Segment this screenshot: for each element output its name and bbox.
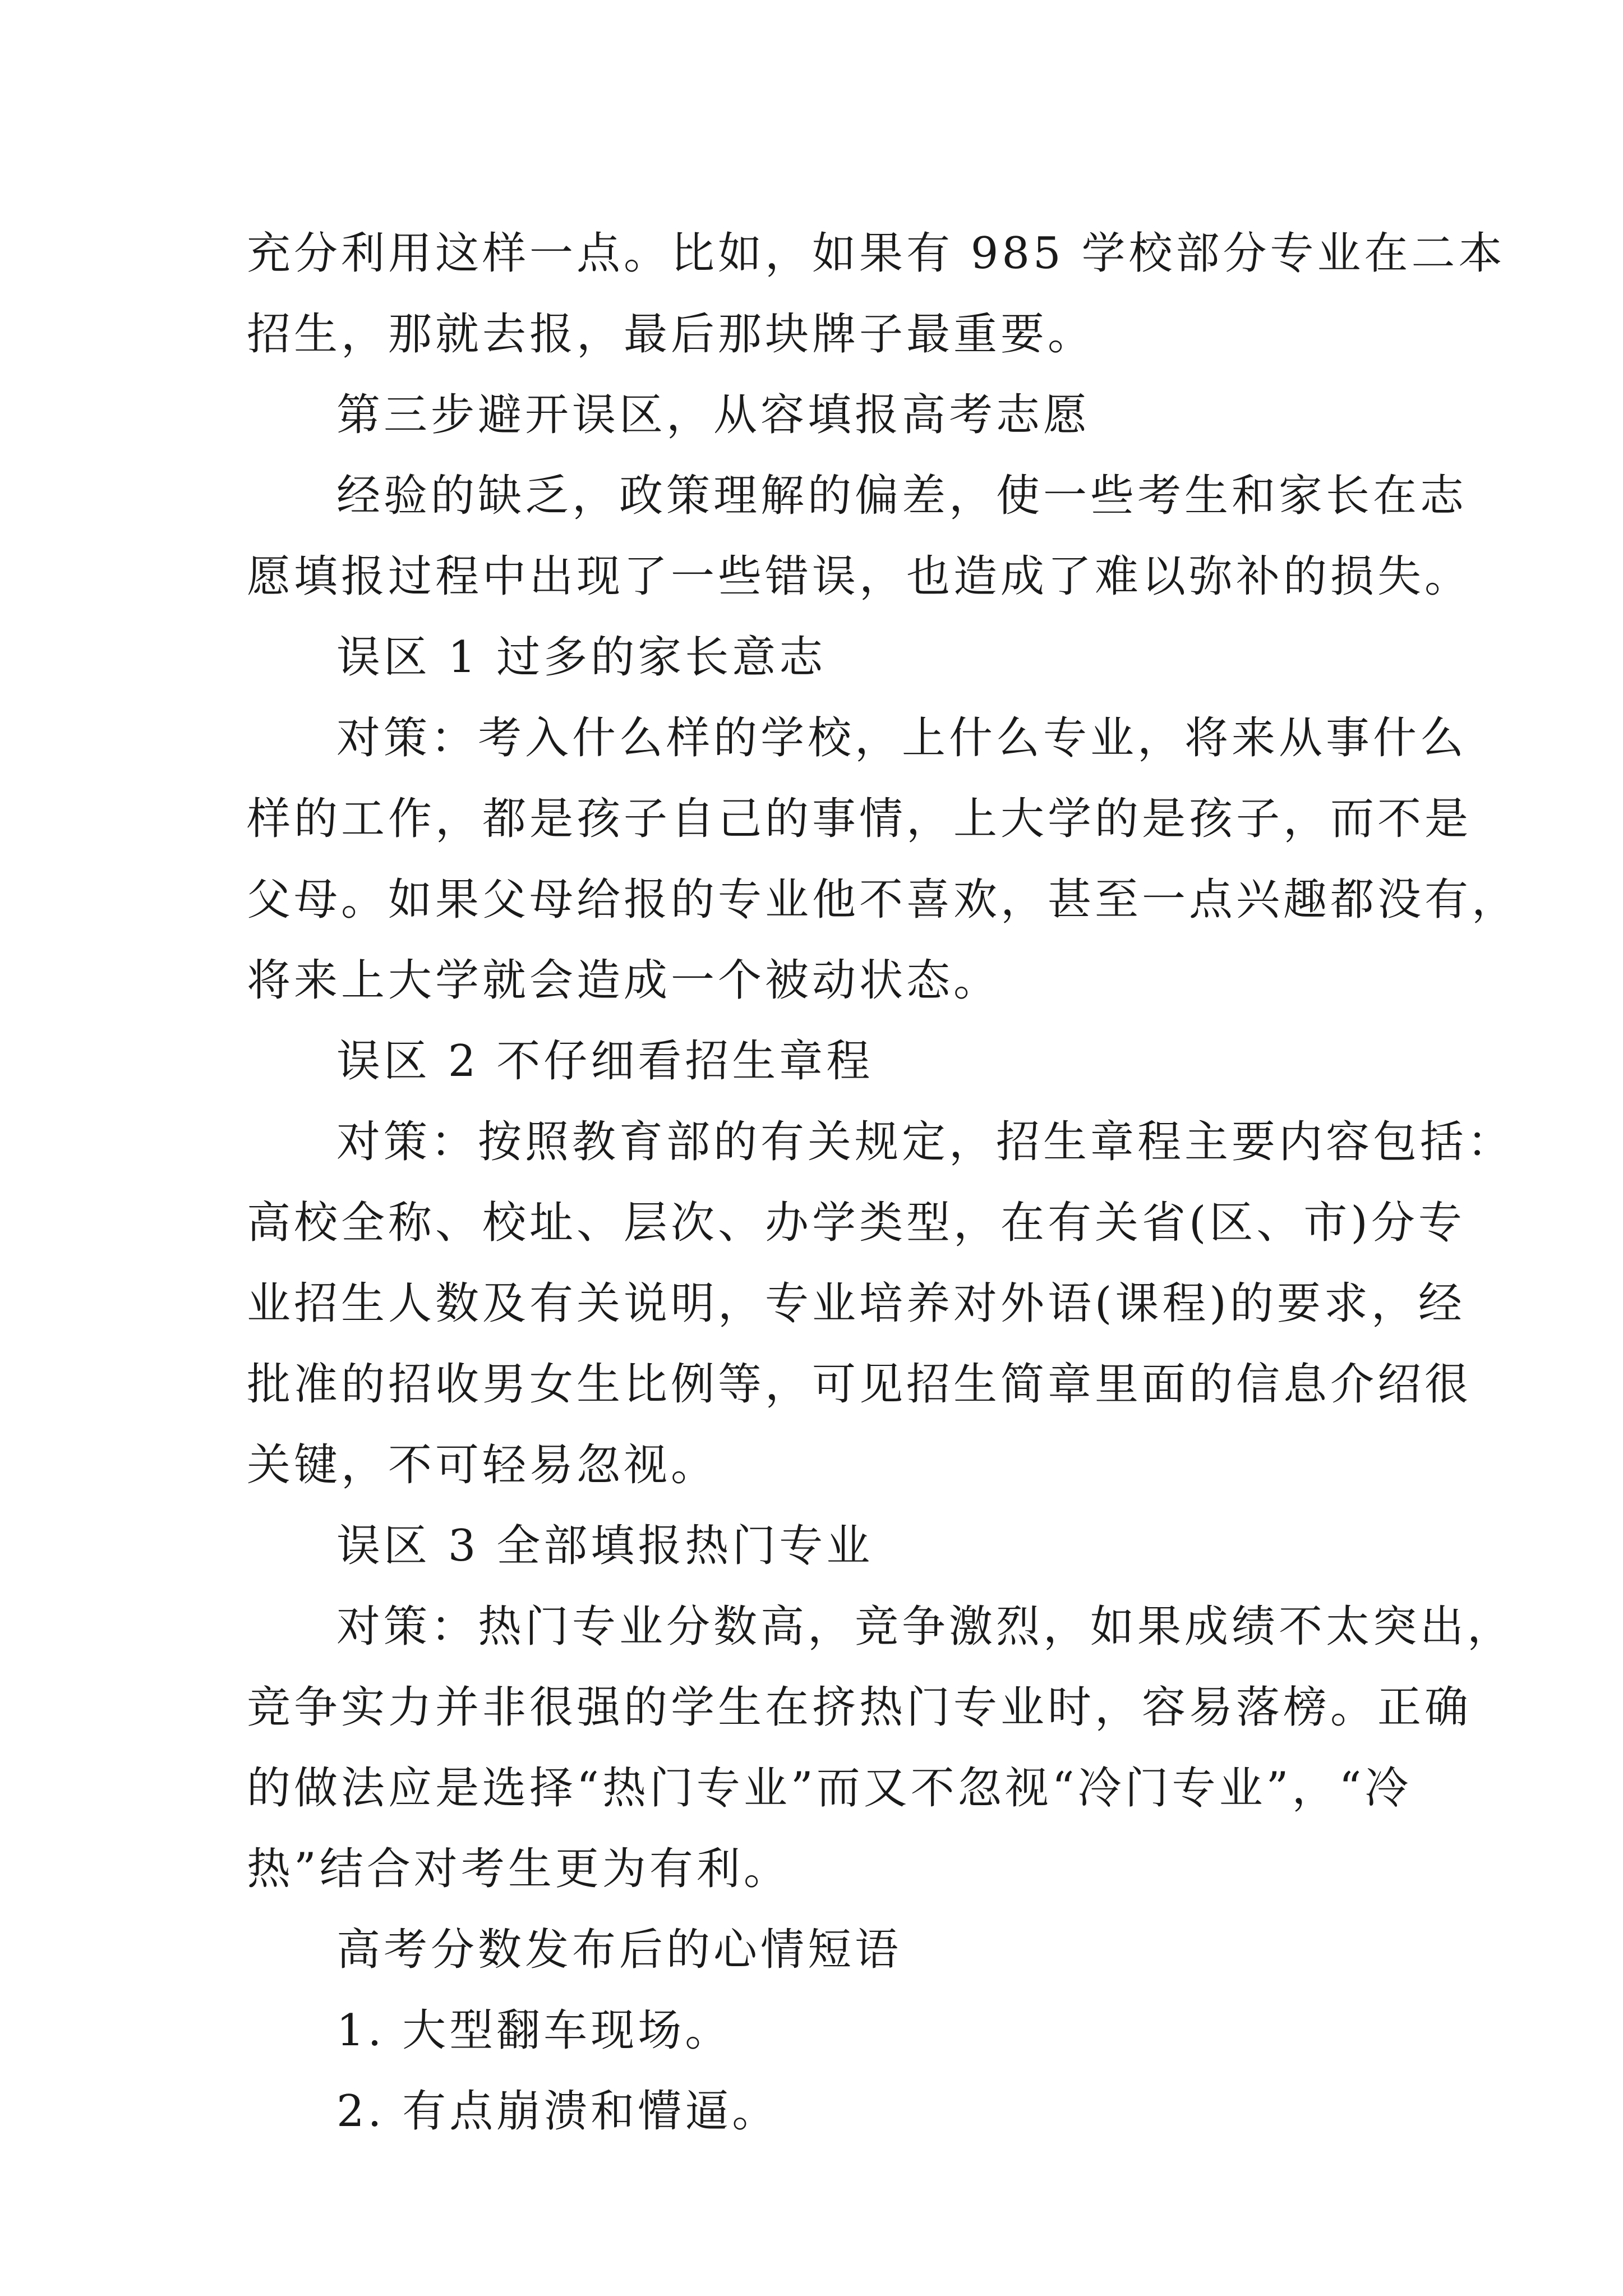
paragraph-line: 高校全称、校址、层次、办学类型，在有关省(区、市)分专 [247, 1198, 1465, 1248]
paragraph-line: 对策：考入什么样的学校，上什么专业，将来从事什么 [336, 713, 1468, 763]
paragraph-line: 批准的招收男女生比例等，可见招生简章里面的信息介绍很 [247, 1359, 1472, 1410]
paragraph-line: 热”结合对考生更为有利。 [247, 1844, 791, 1894]
paragraph-line: 关键，不可轻易忽视。 [247, 1440, 718, 1490]
list-item: 2. 有点崩溃和懵逼。 [336, 2086, 780, 2137]
paragraph-line: 竞争实力并非很强的学生在挤热门专业时，容易落榜。正确 [247, 1682, 1472, 1733]
section-heading: 第三步避开误区，从容填报高考志愿 [336, 390, 1091, 440]
section-heading: 误区 1 过多的家长意志 [336, 632, 827, 683]
paragraph-line: 业招生人数及有关说明，专业培养对外语(课程)的要求，经 [247, 1278, 1465, 1329]
document-body [247, 213, 1519, 2152]
paragraph-line: 父母。如果父母给报的专业他不喜欢，甚至一点兴趣都没有， [247, 875, 1519, 925]
paragraph-line: 对策：热门专业分数高，竞争激烈，如果成绩不太突出， [336, 1602, 1515, 1652]
paragraph-line: 样的工作，都是孩子自己的事情，上大学的是孩子，而不是 [247, 794, 1472, 844]
paragraph-line: 充分利用这样一点。比如，如果有 985 学校部分专业在二本 [247, 228, 1506, 279]
paragraph-line: 的做法应是选择“热门专业”而又不忽视“冷门专业”，“冷 [247, 1763, 1412, 1814]
section-heading: 高考分数发布后的心情短语 [336, 1925, 902, 1975]
section-heading: 误区 2 不仔细看招生章程 [336, 1036, 874, 1087]
paragraph-line: 对策：按照教育部的有关规定，招生章程主要内容包括： [336, 1117, 1515, 1167]
list-item: 1. 大型翻车现场。 [336, 2005, 732, 2056]
paragraph-line: 招生，那就去报，最后那块牌子最重要。 [247, 309, 1095, 360]
paragraph-line: 将来上大学就会造成一个被动状态。 [247, 955, 1001, 1006]
paragraph-line: 经验的缺乏，政策理解的偏差，使一些考生和家长在志 [336, 471, 1468, 521]
paragraph-line: 愿填报过程中出现了一些错误，也造成了难以弥补的损失。 [247, 551, 1472, 602]
section-heading: 误区 3 全部填报热门专业 [336, 1521, 874, 1571]
